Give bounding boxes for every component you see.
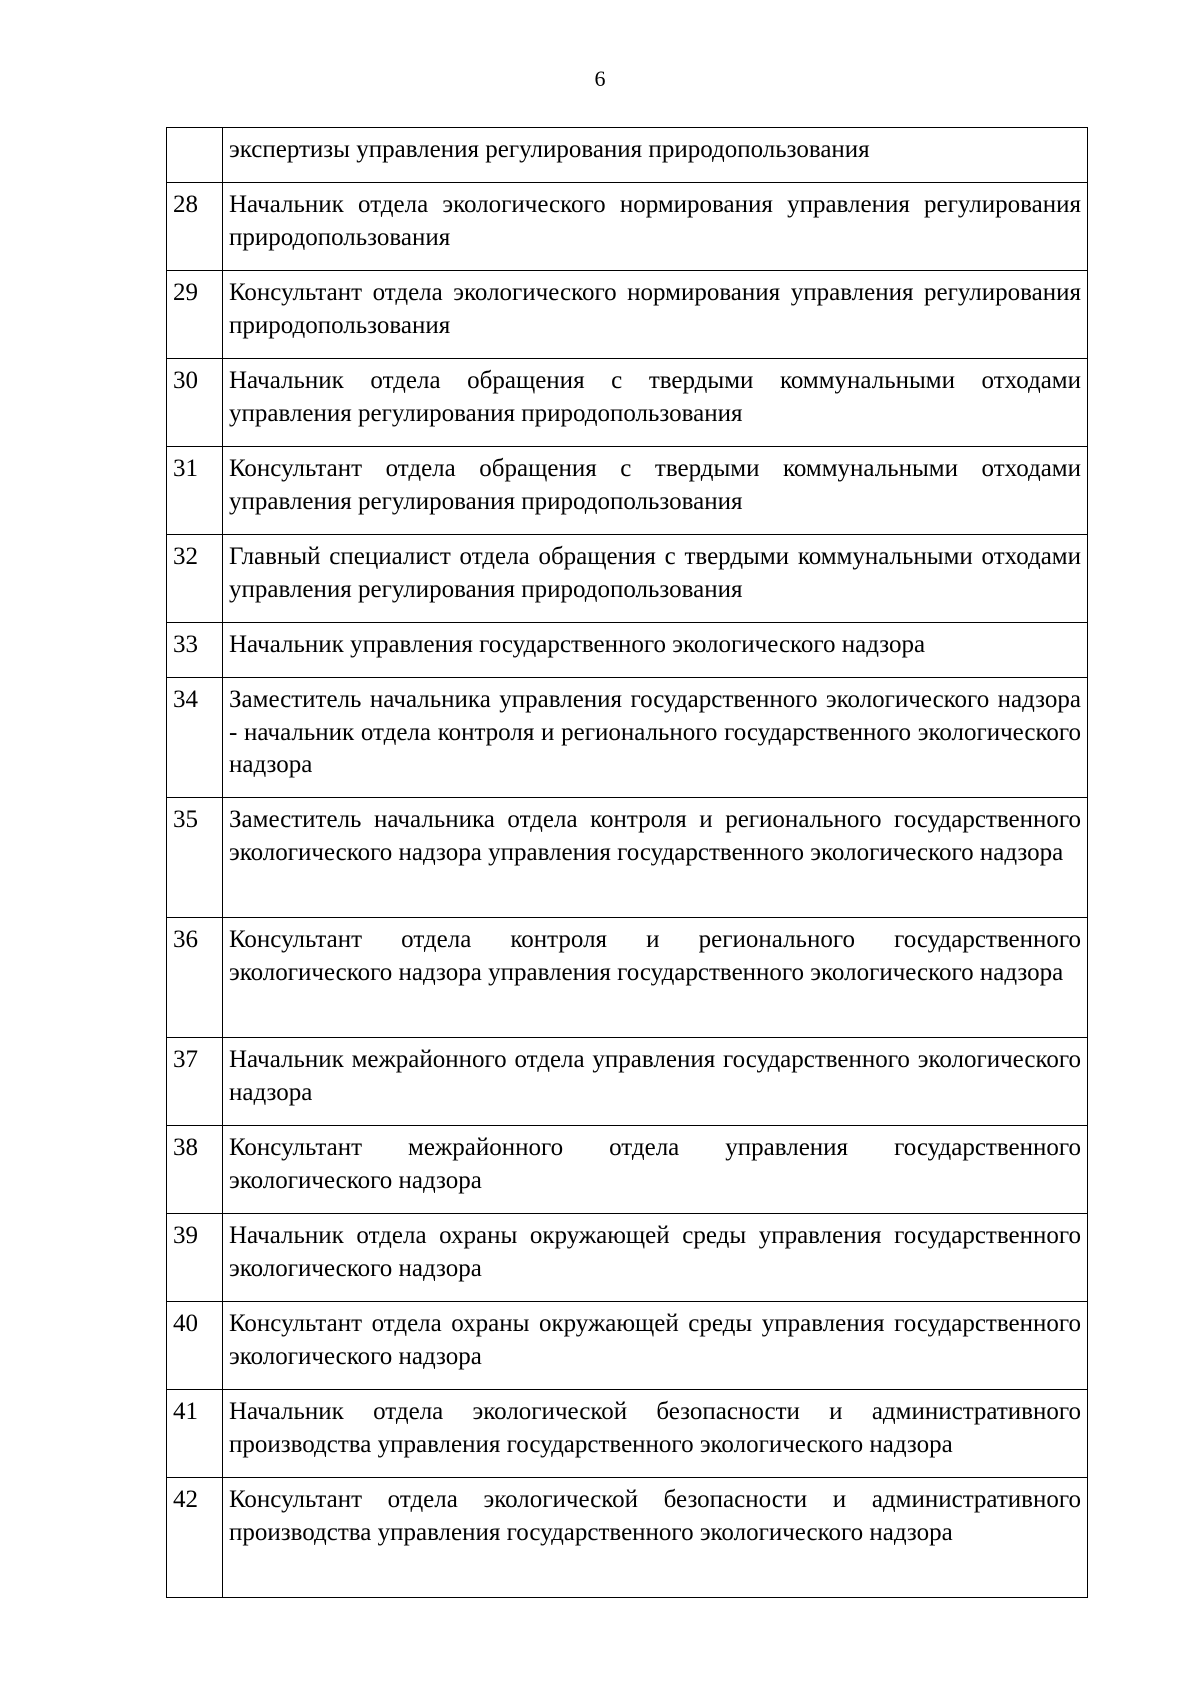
- row-number: 29: [167, 271, 223, 359]
- position-title: Начальник управления государственного экологического надзора: [223, 623, 1088, 678]
- table-row: [167, 128, 1088, 183]
- table-row: [167, 798, 1088, 918]
- table-row: [167, 1038, 1088, 1126]
- positions-table: [166, 127, 1088, 1598]
- row-number: 30: [167, 359, 223, 447]
- row-number: 34: [167, 678, 223, 798]
- position-title: Заместитель начальника отдела контроля и регионального государственного экологического надзора управления государственного экологического надзора: [223, 798, 1088, 918]
- table-row: [167, 1126, 1088, 1214]
- row-number: 41: [167, 1390, 223, 1478]
- row-number: 40: [167, 1302, 223, 1390]
- row-number: 35: [167, 798, 223, 918]
- row-number: 28: [167, 183, 223, 271]
- position-title: Консультант отдела экологической безопасности и административного производства управления государственного экологического надзора: [223, 1478, 1088, 1598]
- table-row: [167, 1302, 1088, 1390]
- position-title: Консультант отдела контроля и регионального государственного экологического надзора управления государственного экологического надзора: [223, 918, 1088, 1038]
- position-title: экспертизы управления регулирования природопользования: [223, 128, 1088, 183]
- table-row: [167, 623, 1088, 678]
- table-row: [167, 535, 1088, 623]
- row-number: 33: [167, 623, 223, 678]
- row-number: 38: [167, 1126, 223, 1214]
- row-number: [167, 128, 223, 183]
- table-row: [167, 1214, 1088, 1302]
- position-title: Главный специалист отдела обращения с твердыми коммунальными отходами управления регулирования природопользования: [223, 535, 1088, 623]
- table-row: [167, 183, 1088, 271]
- table-row: [167, 918, 1088, 1038]
- position-title: Консультант отдела экологического нормирования управления регулирования природопользования: [223, 271, 1088, 359]
- position-title: Начальник отдела экологического нормирования управления регулирования природопользования: [223, 183, 1088, 271]
- position-title: Консультант отдела обращения с твердыми коммунальными отходами управления регулирования природопользования: [223, 447, 1088, 535]
- position-title: Начальник отдела обращения с твердыми коммунальными отходами управления регулирования природопользования: [223, 359, 1088, 447]
- table-row: [167, 447, 1088, 535]
- table-row: [167, 1390, 1088, 1478]
- row-number: 42: [167, 1478, 223, 1598]
- table-row: [167, 359, 1088, 447]
- table-row: [167, 271, 1088, 359]
- positions-table-body: [167, 128, 1088, 1598]
- position-title: Заместитель начальника управления государственного экологического надзора - начальник отдела контроля и регионального государственного экологического надзора: [223, 678, 1088, 798]
- row-number: 32: [167, 535, 223, 623]
- position-title: Начальник отдела экологической безопасности и административного производства управления государственного экологического надзора: [223, 1390, 1088, 1478]
- row-number: 39: [167, 1214, 223, 1302]
- table-row: [167, 678, 1088, 798]
- table-row: [167, 1478, 1088, 1598]
- position-title: Начальник межрайонного отдела управления государственного экологического надзора: [223, 1038, 1088, 1126]
- row-number: 31: [167, 447, 223, 535]
- page-number: 6: [594, 66, 606, 91]
- row-number: 37: [167, 1038, 223, 1126]
- position-title: Консультант отдела охраны окружающей среды управления государственного экологического надзора: [223, 1302, 1088, 1390]
- row-number: 36: [167, 918, 223, 1038]
- position-title: Консультант межрайонного отдела управления государственного экологического надзора: [223, 1126, 1088, 1214]
- position-title: Начальник отдела охраны окружающей среды управления государственного экологического надзора: [223, 1214, 1088, 1302]
